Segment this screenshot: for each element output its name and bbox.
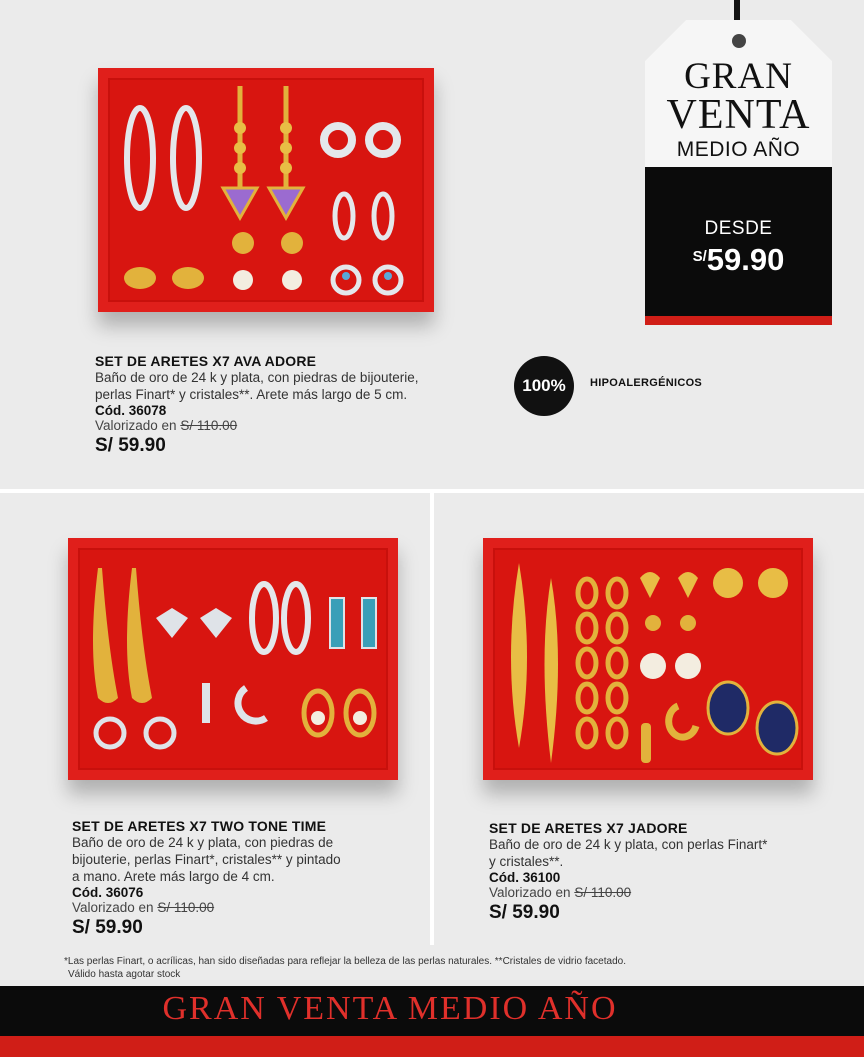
earring-silver-loop-right (369, 126, 397, 154)
tag-title-venta: VENTA (666, 92, 811, 138)
product-image-jadore (483, 538, 813, 780)
earring-gold-chain-right (608, 579, 626, 747)
earring-silver-long-left (127, 108, 153, 208)
earring-gold-drop-right (127, 568, 152, 703)
banner-title-bold: GRAN VENTA (162, 990, 398, 1027)
valued-label: Valorizado en (489, 885, 571, 900)
tag-title-gran: GRAN (684, 56, 793, 97)
product-info-jadore (489, 820, 829, 924)
earring-pearl-left (640, 653, 666, 679)
tag-price-value: 59.90 (706, 242, 785, 277)
valued-label: Valorizado en (72, 900, 154, 915)
earrings-illustration (98, 68, 434, 312)
product-title: SET DE ARETES X7 AVA ADORE (95, 353, 317, 369)
earring-knot-left (96, 719, 124, 747)
tag-currency: S/ (692, 248, 707, 265)
product-image-ava-adore (98, 68, 434, 312)
product-title: SET DE ARETES X7 JADORE (489, 820, 688, 836)
earring-gold-flower-right (281, 232, 303, 254)
product-valued (72, 900, 422, 915)
sale-price-tag (645, 20, 832, 325)
earring-pearl-left (233, 270, 253, 290)
tag-price (645, 242, 832, 278)
earring-pearl-right (675, 653, 701, 679)
product-description-line: Baño de oro de 24 k y plata, con perlas Finart* (489, 837, 768, 852)
tag-hole (732, 34, 746, 48)
earring-gold-hoop-right (669, 706, 696, 737)
product-description-line: bijouterie, perlas Finart*, cristales** y pintado (72, 852, 341, 867)
earring-silver-oval-right (284, 584, 308, 652)
earring-gold-hoop-left (641, 723, 651, 763)
footnote-stock: Válido hasta agotar stock (68, 969, 181, 980)
product-title: SET DE ARETES X7 TWO TONE TIME (72, 818, 327, 834)
tag-desde: DESDE (704, 218, 773, 239)
section-divider-vertical (430, 493, 434, 945)
product-description-line: a mano. Arete más largo de 4 cm. (72, 869, 275, 884)
banner-title (0, 990, 780, 1028)
product-price: S/ 59.90 (489, 902, 560, 923)
banner-stripe (0, 1036, 864, 1057)
earring-gold-heart-right (678, 572, 698, 598)
earring-gold-drop-left (93, 568, 118, 703)
product-info-ava-adore (95, 353, 495, 457)
tag-stripe (645, 316, 832, 325)
earring-silver-oval-left (335, 194, 353, 238)
earring-gold-flower-left (232, 232, 254, 254)
earring-knot-right (146, 719, 174, 747)
earring-silver-long-right (173, 108, 199, 208)
product-image-two-tone-time (68, 538, 398, 780)
earrings-illustration (483, 538, 813, 780)
product-description-line: perlas Finart* y cristales**. Arete más largo de 5 cm. (95, 387, 408, 402)
valued-price: S/ 110.00 (180, 418, 238, 433)
product-price: S/ 59.90 (72, 917, 143, 938)
earring-blue-druzy-left (708, 682, 748, 734)
product-code: Cód. 36076 (72, 885, 144, 900)
earring-gold-chain-left (578, 579, 596, 747)
product-description-line: Baño de oro de 24 k y plata, con piedras de (72, 835, 334, 850)
earring-silver-oval-left (252, 584, 276, 652)
earring-silver-hoop (238, 688, 266, 721)
earrings-illustration (68, 538, 398, 780)
earring-gold-blade-right (545, 578, 559, 763)
earring-blue-bar-left (330, 598, 344, 648)
earring-gold-star-left (713, 568, 743, 598)
product-price: S/ 59.90 (95, 435, 166, 456)
valued-label: Valorizado en (95, 418, 177, 433)
earring-silver-heart-left (156, 608, 188, 638)
earring-silver-heart-right (200, 608, 232, 638)
tag-subtitle: MEDIO AÑO (676, 138, 801, 161)
product-info-two-tone-time (72, 818, 422, 939)
earring-gold-blade-left (511, 563, 527, 748)
hypoallergenic-label: HIPOALERGÉNICOS (590, 377, 703, 389)
earring-silver-bar (202, 683, 210, 723)
earring-blue-bar-right (362, 598, 376, 648)
product-description-line: y cristales**. (489, 854, 564, 869)
footnote-disclaimer: *Las perlas Finart, o acrílicas, han sido diseñadas para reflejar la belleza de las perlas naturales. **Cristales de vidrio facetado. (64, 956, 626, 967)
earring-gold-star-right (758, 568, 788, 598)
product-code: Cód. 36100 (489, 870, 561, 885)
hypoallergenic-badge: 100% (514, 356, 574, 416)
earring-gold-amethyst-left (223, 86, 257, 218)
product-valued (489, 885, 829, 900)
earring-gold-butterfly-right (172, 267, 204, 289)
product-valued (95, 418, 495, 433)
banner-title-light: MEDIO AÑO (407, 990, 618, 1027)
earring-gold-heart-left (640, 572, 660, 598)
earring-gold-butterfly-left (124, 267, 156, 289)
valued-price: S/ 110.00 (157, 900, 215, 915)
product-description-line: Baño de oro de 24 k y plata, con piedras de bijouterie, (95, 370, 419, 385)
valued-price: S/ 110.00 (574, 885, 632, 900)
footnote (64, 955, 824, 981)
earring-blue-druzy-right (757, 702, 797, 754)
earring-silver-loop-left (324, 126, 352, 154)
product-code: Cód. 36078 (95, 403, 167, 418)
earring-gold-amethyst-right (269, 86, 303, 218)
earring-silver-oval-right (374, 194, 392, 238)
earring-pearl-right (282, 270, 302, 290)
